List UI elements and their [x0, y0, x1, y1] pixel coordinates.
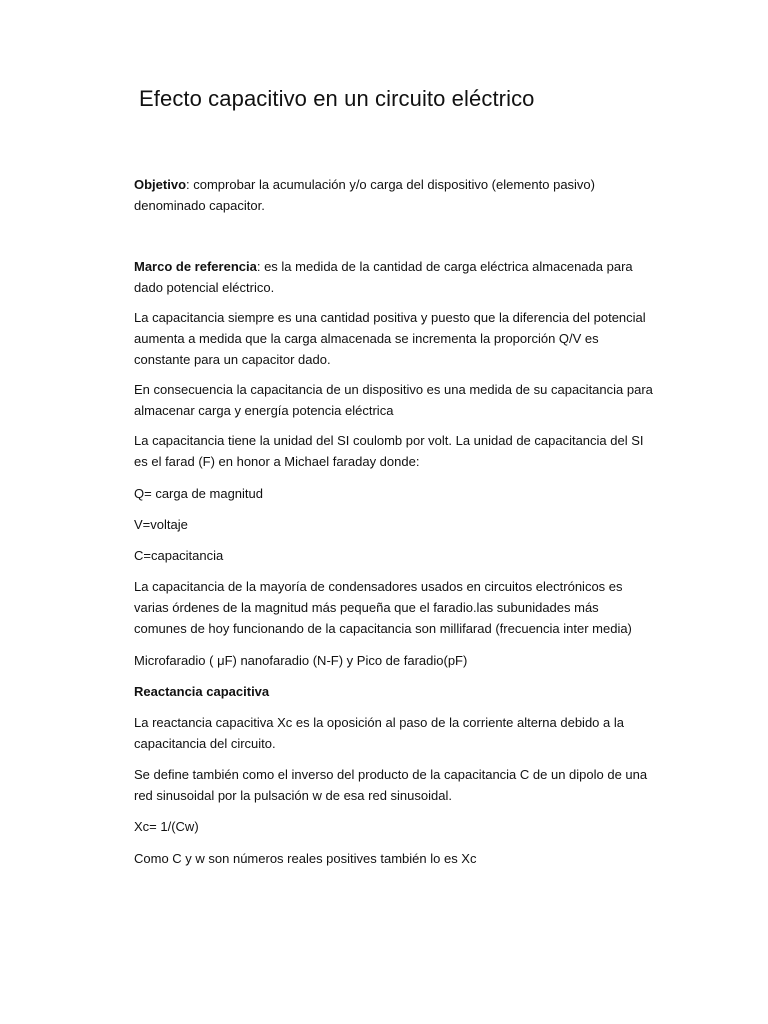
document-title: Efecto capacitivo en un circuito eléctrico — [139, 86, 535, 111]
section-heading-reactancia — [134, 681, 654, 702]
objetivo-label: Objetivo — [134, 177, 187, 192]
paragraph-unidad-si: La capacitancia tiene la unidad del SI coulomb por volt. La unidad de capacitancia del SI es el farad (F) en honor a Michael faraday donde: — [134, 433, 644, 469]
definition-q: Q= carga de magnitud — [134, 486, 263, 501]
definition-c: C=capacitancia — [134, 548, 224, 563]
paragraph-reales-positivos: Como C y w son números reales positives también lo es Xc — [134, 851, 477, 866]
paragraph-condensadores: La capacitancia de la mayoría de condensadores usados en circuitos electrónicos es varias órdenes de la magnitud más pequeña que el faradio.las subunidades más comunes de hoy funcionando de la capacitancia son millifarad (frecuencia inter media) — [134, 579, 632, 636]
marco-paragraph — [134, 256, 654, 298]
paragraph-subunidades: Microfaradio ( μF) nanofaradio (N-F) y Pico de faradio(pF) — [134, 653, 468, 668]
objetivo-paragraph — [134, 174, 654, 216]
paragraph-capacitancia-positiva: La capacitancia siempre es una cantidad positiva y puesto que la diferencia del potencial aumenta a medida que la carga almacenada se incrementa la proporción Q/V es constante para un capacitor dado. — [134, 310, 646, 367]
paragraph-consecuencia: En consecuencia la capacitancia de un dispositivo es una medida de su capacitancia para almacenar carga y energía potencia eléctrica — [134, 382, 653, 418]
marco-label: Marco de referencia — [134, 259, 257, 274]
definition-v: V=voltaje — [134, 517, 188, 532]
reactancia-heading-text: Reactancia capacitiva — [134, 684, 270, 699]
formula-xc: Xc= 1/(Cw) — [134, 819, 199, 834]
objetivo-text: : comprobar la acumulación y/o carga del dispositivo (elemento pasivo) denominado capacitor. — [134, 177, 595, 213]
marco-text: : es la medida de la cantidad de carga eléctrica almacenada para dado potencial eléctrico. — [134, 259, 633, 295]
paragraph-inverso-producto: Se define también como el inverso del producto de la capacitancia C de un dipolo de una red sinusoidal por la pulsación w de esa red sinusoidal. — [134, 767, 648, 803]
paragraph-reactancia-definicion: La reactancia capacitiva Xc es la oposición al paso de la corriente alterna debido a la capacitancia del circuito. — [134, 715, 624, 751]
